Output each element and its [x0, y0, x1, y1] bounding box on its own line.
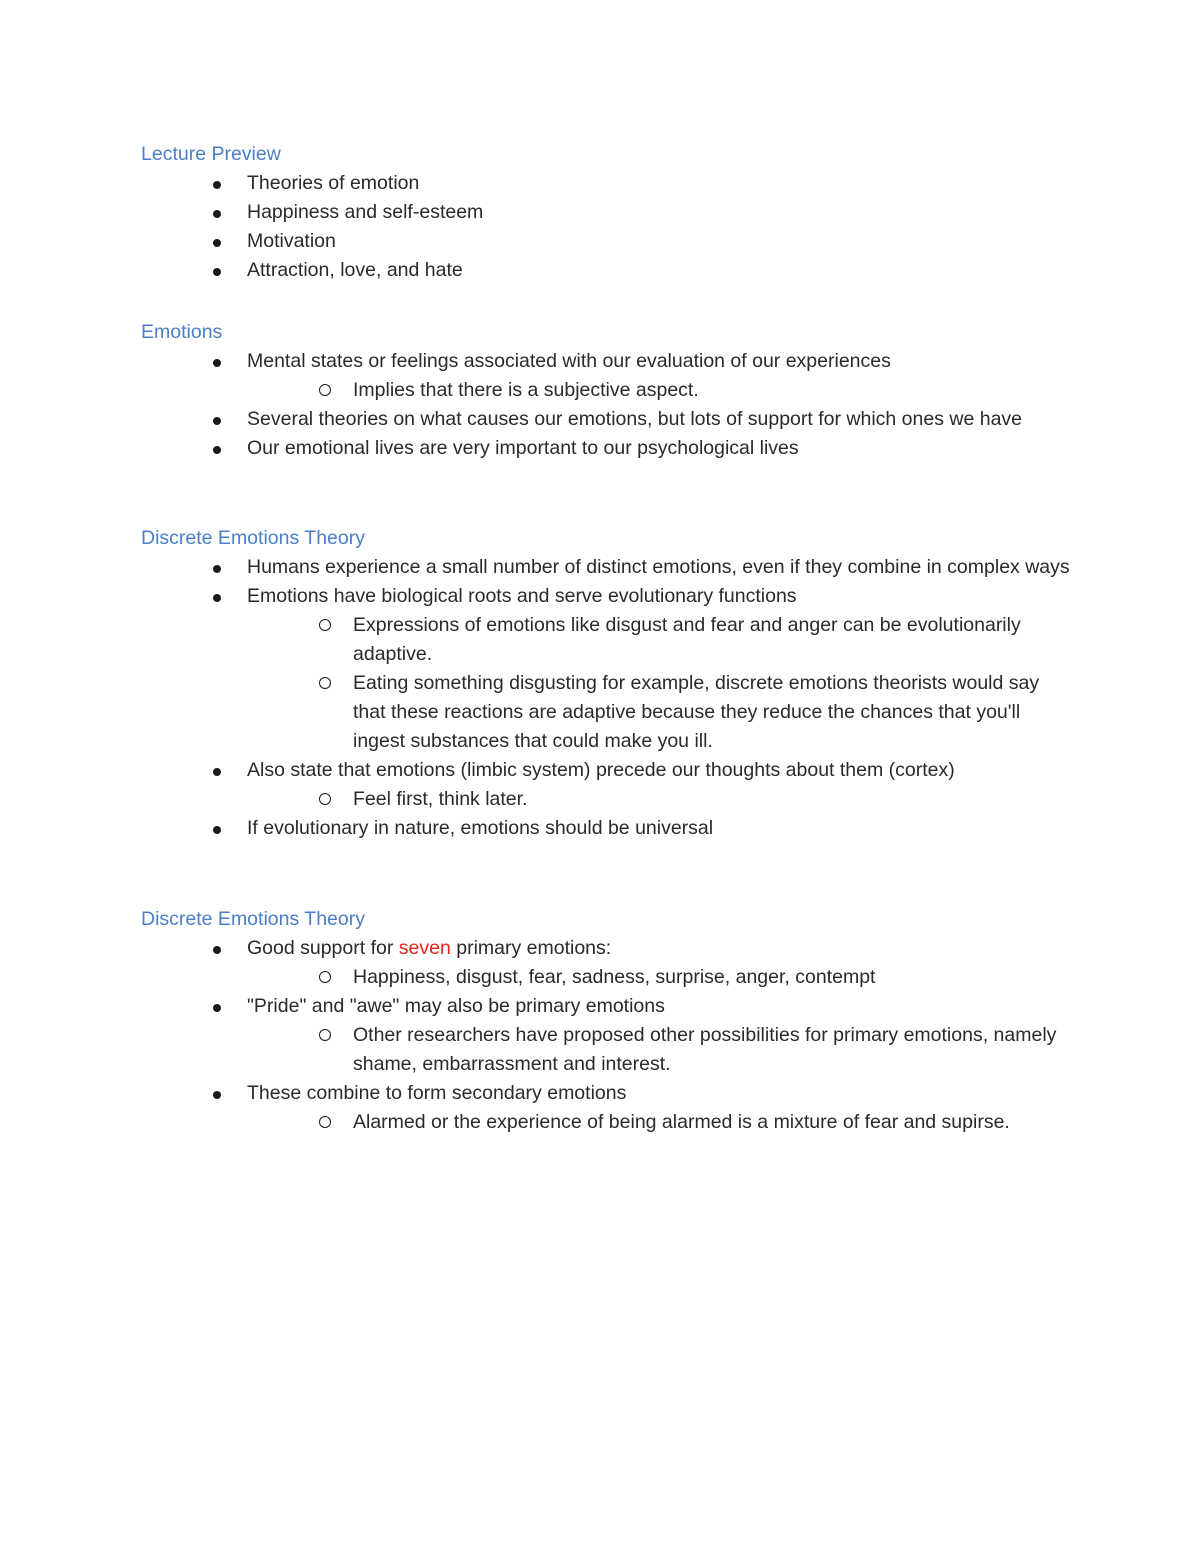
- section-discrete-emotions-1: [141, 523, 1071, 843]
- list-item: [141, 227, 1071, 256]
- sub-list-item: [353, 611, 1071, 669]
- bullet-list: [141, 553, 1071, 843]
- sub-item-text: Happiness, disgust, fear, sadness, surprise, anger, contempt: [353, 966, 876, 988]
- hollow-bullet-icon: [319, 971, 331, 983]
- sub-item-text: Feel first, think later.: [353, 788, 528, 810]
- section-heading: Discrete Emotions Theory: [141, 908, 365, 930]
- list-item: [141, 814, 1071, 843]
- hollow-bullet-icon: [319, 1116, 331, 1128]
- sub-list-item: [353, 669, 1071, 756]
- sub-list: [247, 1021, 1071, 1079]
- bullet-icon: [213, 768, 221, 776]
- section-heading: Emotions: [141, 321, 223, 343]
- item-text: Also state that emotions (limbic system) precede our thoughts about them (cortex): [247, 759, 955, 781]
- bullet-icon: [213, 417, 221, 425]
- bullet-icon: [213, 946, 221, 954]
- bullet-icon: [213, 446, 221, 454]
- sub-list: [247, 611, 1071, 756]
- sub-list: [247, 785, 1071, 814]
- sub-item-text: Alarmed or the experience of being alarmed is a mixture of fear and supirse.: [353, 1111, 1010, 1133]
- bullet-icon: [213, 181, 221, 189]
- sub-item-text: Other researchers have proposed other possibilities for primary emotions, namely shame, embarrassment and interest.: [353, 1024, 1057, 1075]
- list-item: [141, 347, 1071, 405]
- section-heading: Lecture Preview: [141, 143, 281, 165]
- sub-list-item: [353, 376, 1071, 405]
- item-text: If evolutionary in nature, emotions should be universal: [247, 817, 714, 839]
- bullet-icon: [213, 1004, 221, 1012]
- item-text: Emotions have biological roots and serve evolutionary functions: [247, 585, 797, 607]
- bullet-list: [141, 169, 1071, 285]
- section-lecture-preview: [141, 139, 1071, 285]
- item-text: These combine to form secondary emotions: [247, 1082, 627, 1104]
- list-item: [141, 198, 1071, 227]
- hollow-bullet-icon: [319, 677, 331, 689]
- sub-item-text: Implies that there is a subjective aspect.: [353, 379, 699, 401]
- sub-list-item: [353, 1021, 1071, 1079]
- item-text: Theories of emotion: [247, 172, 420, 194]
- list-item: [141, 992, 1071, 1079]
- section-heading: Discrete Emotions Theory: [141, 527, 365, 549]
- list-item: [141, 434, 1071, 463]
- bullet-icon: [213, 210, 221, 218]
- item-text-after: primary emotions:: [450, 937, 612, 959]
- bullet-icon: [213, 239, 221, 247]
- bullet-icon: [213, 565, 221, 573]
- bullet-list: [141, 934, 1071, 1137]
- item-text: Happiness and self-esteem: [247, 201, 484, 223]
- item-text: Our emotional lives are very important to our psychological lives: [247, 437, 799, 459]
- sub-list-item: [353, 785, 1071, 814]
- sub-list-item: [353, 1108, 1071, 1137]
- list-item: [141, 405, 1071, 434]
- bullet-icon: [213, 1091, 221, 1099]
- hollow-bullet-icon: [319, 1029, 331, 1041]
- item-text: Attraction, love, and hate: [247, 259, 463, 281]
- hollow-bullet-icon: [319, 384, 331, 396]
- sub-list: [247, 1108, 1071, 1137]
- hollow-bullet-icon: [319, 619, 331, 631]
- item-text: Several theories on what causes our emotions, but lots of support for which ones we have: [247, 408, 1023, 430]
- list-item: [141, 582, 1071, 756]
- bullet-icon: [213, 359, 221, 367]
- sub-list: [247, 963, 1071, 992]
- bullet-icon: [213, 594, 221, 602]
- highlighted-word: seven: [398, 937, 451, 959]
- item-text: Mental states or feelings associated with our evaluation of our experiences: [247, 350, 891, 372]
- list-item: [141, 553, 1071, 582]
- section-emotions: [141, 317, 1071, 463]
- item-text: Humans experience a small number of distinct emotions, even if they combine in complex ways: [247, 556, 1070, 578]
- list-item: [141, 756, 1071, 814]
- sub-item-text: Eating something disgusting for example, discrete emotions theorists would say that these reactions are adaptive because they reduce the chances that you'll ingest substances that could make you ill.: [353, 672, 1040, 752]
- item-text: "Pride" and "awe" may also be primary emotions: [247, 995, 665, 1017]
- hollow-bullet-icon: [319, 793, 331, 805]
- sub-list-item: [353, 963, 1071, 992]
- bullet-icon: [213, 268, 221, 276]
- list-item: [141, 169, 1071, 198]
- item-text: Motivation: [247, 230, 336, 252]
- section-discrete-emotions-2: [141, 904, 1071, 1137]
- bullet-list: [141, 347, 1071, 463]
- list-item: [141, 934, 1071, 992]
- list-item: [141, 256, 1071, 285]
- bullet-icon: [213, 826, 221, 834]
- sub-list: [247, 376, 1071, 405]
- sub-item-text: Expressions of emotions like disgust and fear and anger can be evolutionarily adaptive.: [353, 614, 1021, 665]
- list-item: [141, 1079, 1071, 1137]
- item-text-before: Good support for: [247, 937, 399, 959]
